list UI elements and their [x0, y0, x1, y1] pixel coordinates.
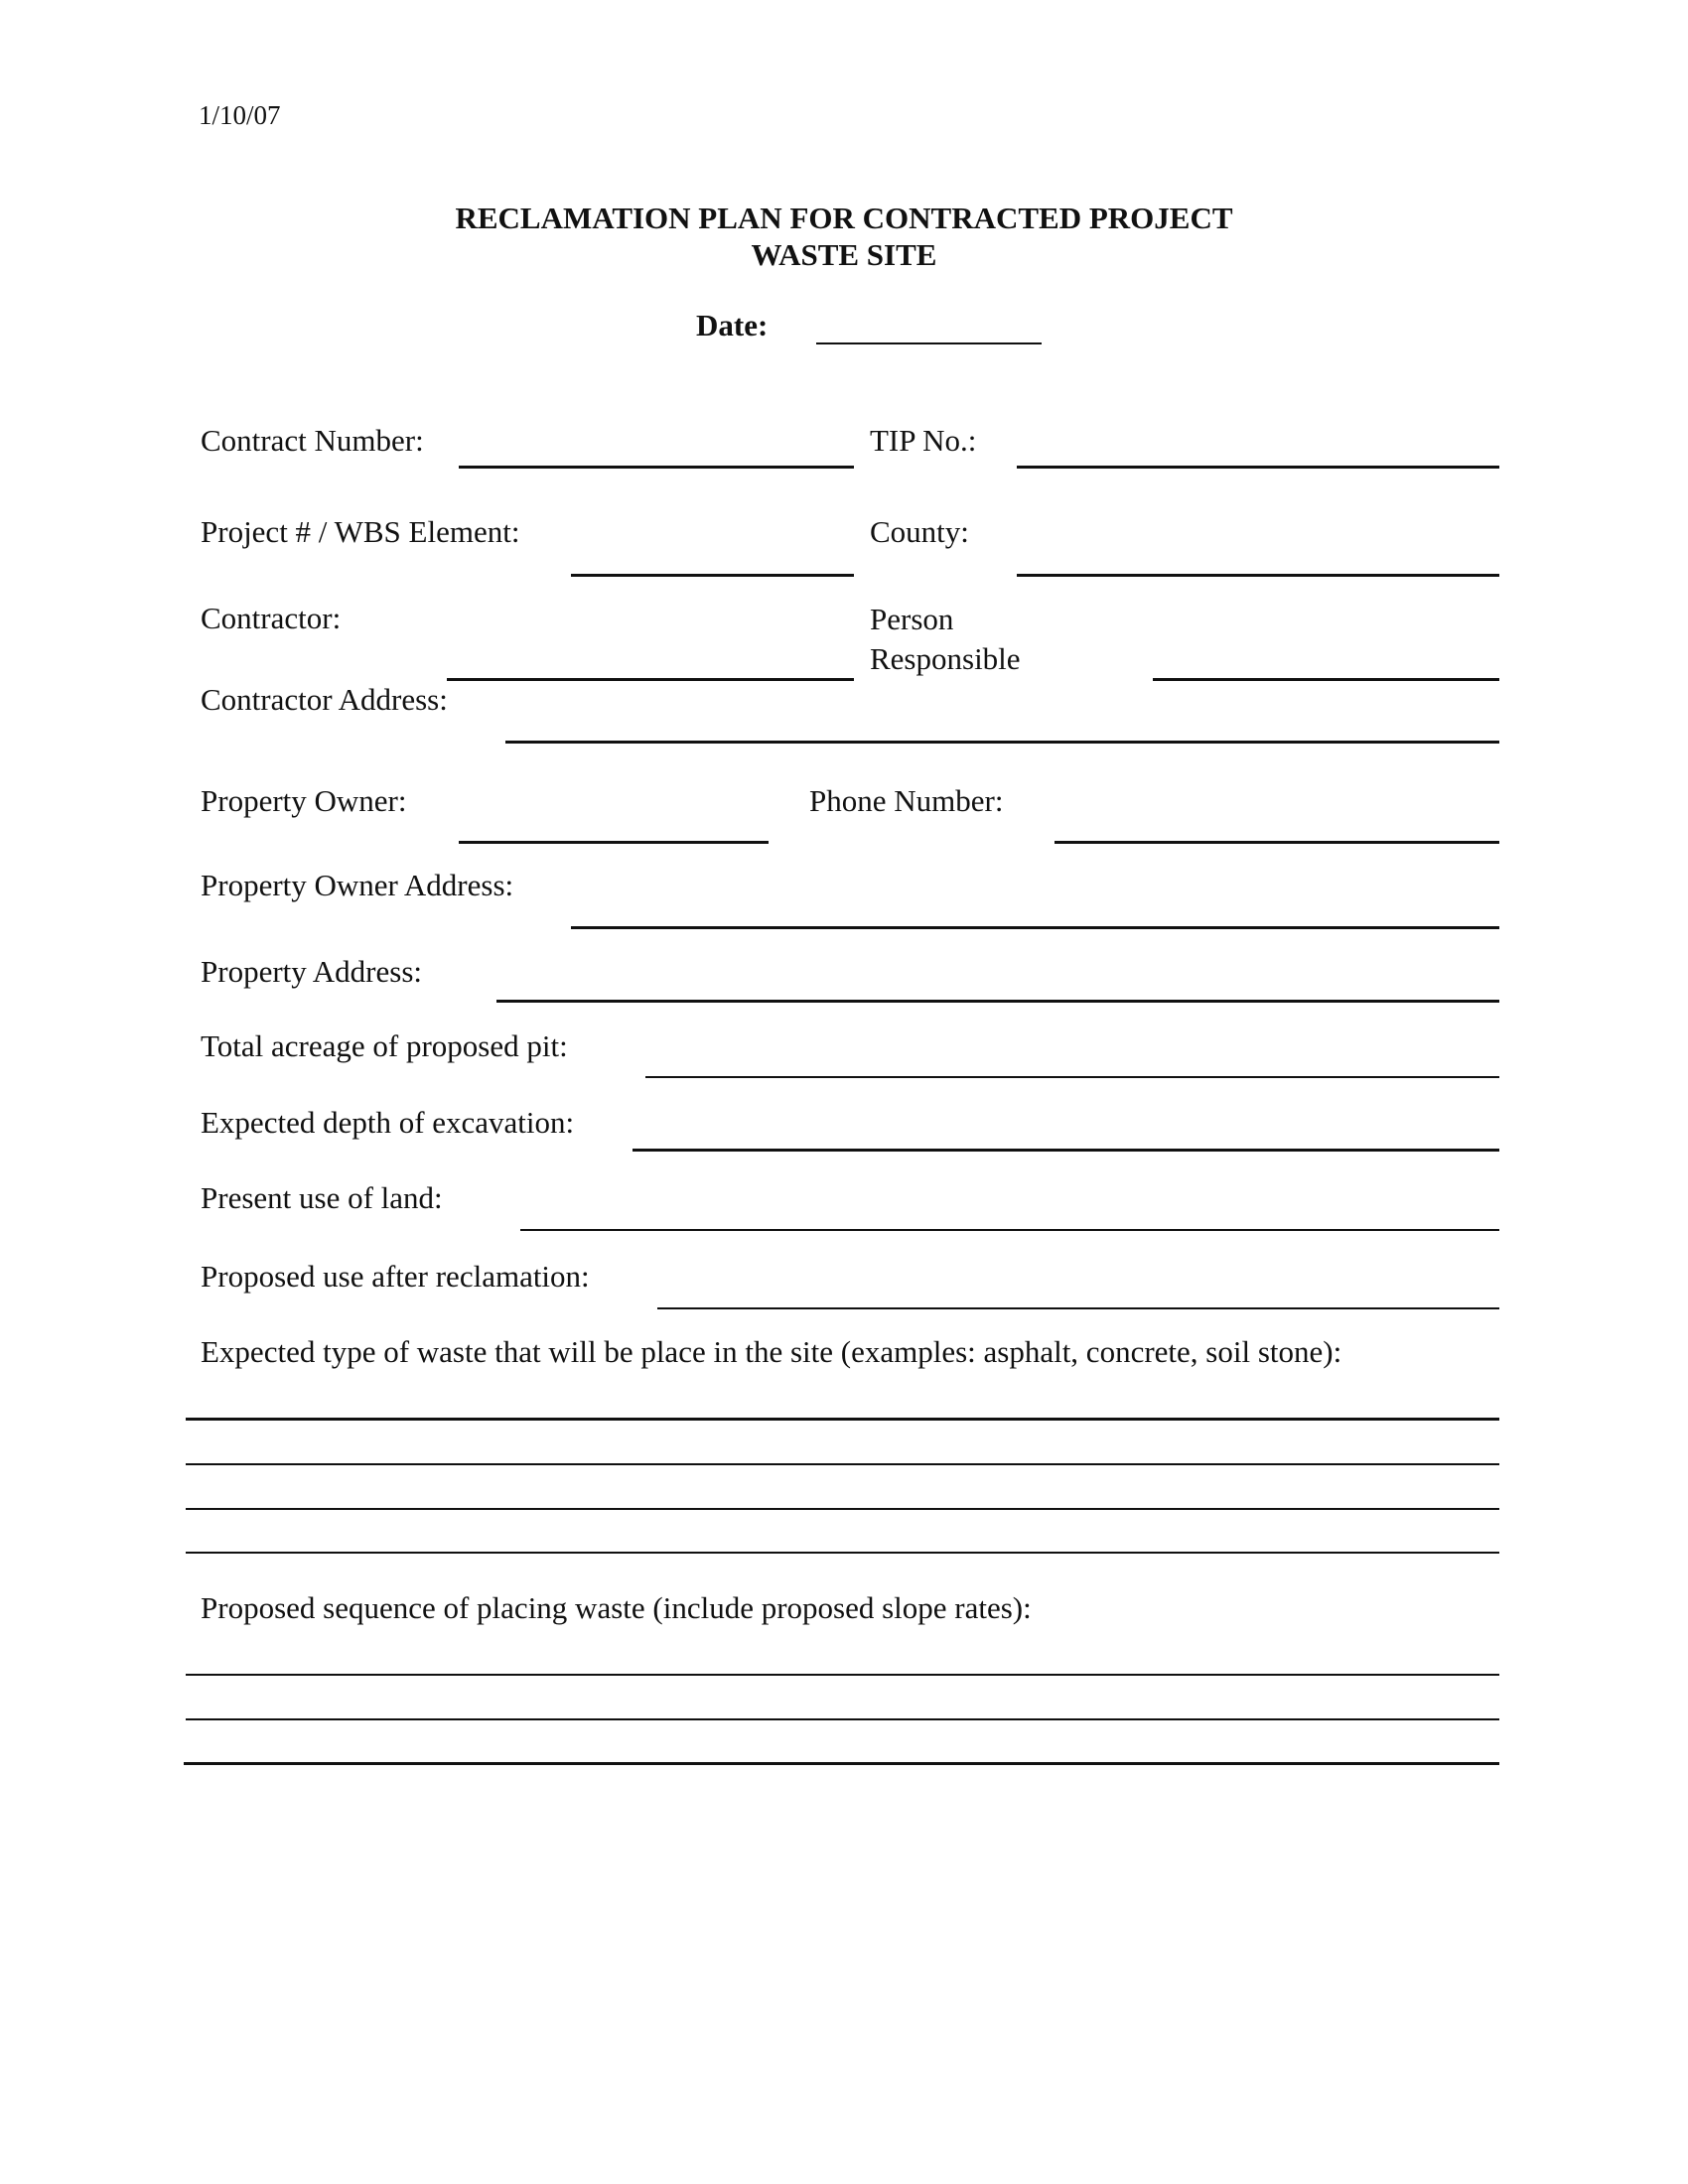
form-revision-date: 1/10/07 — [199, 100, 281, 130]
property-owner-address-field[interactable] — [571, 926, 1499, 929]
property-address-label: Property Address: — [201, 954, 423, 989]
proposed-use-label: Proposed use after reclamation: — [201, 1259, 590, 1294]
present-use-field[interactable] — [520, 1229, 1499, 1231]
waste-type-line-2[interactable] — [186, 1463, 1499, 1465]
person-responsible-label-line1: Person — [870, 602, 954, 636]
contractor-address-label: Contractor Address: — [201, 682, 448, 717]
waste-type-line-1[interactable] — [186, 1418, 1499, 1421]
county-label: County: — [870, 514, 969, 549]
phone-number-field[interactable] — [1055, 841, 1499, 844]
contractor-field[interactable] — [447, 678, 854, 681]
person-responsible-label-line2: Responsible — [870, 641, 1021, 676]
present-use-label: Present use of land: — [201, 1180, 443, 1215]
waste-type-line-3[interactable] — [186, 1508, 1499, 1510]
expected-depth-label: Expected depth of excavation: — [201, 1105, 575, 1140]
property-owner-field[interactable] — [459, 841, 769, 844]
sequence-line-1[interactable] — [186, 1674, 1499, 1676]
contractor-address-field[interactable] — [505, 741, 1499, 744]
tip-no-field[interactable] — [1017, 466, 1499, 469]
total-acreage-field[interactable] — [645, 1076, 1499, 1078]
sequence-label: Proposed sequence of placing waste (include proposed slope rates): — [201, 1590, 1032, 1625]
project-wbs-field[interactable] — [571, 574, 854, 577]
person-responsible-field[interactable] — [1153, 678, 1499, 681]
sequence-line-2[interactable] — [186, 1718, 1499, 1720]
contract-number-field[interactable] — [459, 466, 854, 469]
waste-type-line-4[interactable] — [186, 1552, 1499, 1554]
county-field[interactable] — [1017, 574, 1499, 577]
contractor-label: Contractor: — [201, 601, 342, 635]
phone-number-label: Phone Number: — [809, 783, 1004, 818]
form-title: RECLAMATION PLAN FOR CONTRACTED PROJECT — [455, 201, 1233, 235]
form-subtitle: WASTE SITE — [751, 237, 937, 272]
proposed-use-field[interactable] — [657, 1307, 1499, 1309]
date-label: Date: — [696, 308, 769, 342]
property-owner-label: Property Owner: — [201, 783, 407, 818]
waste-type-label: Expected type of waste that will be place in the site (examples: asphalt, concrete, soil stone): — [201, 1334, 1342, 1369]
total-acreage-label: Total acreage of proposed pit: — [201, 1028, 568, 1063]
contract-number-label: Contract Number: — [201, 423, 424, 458]
date-field[interactable] — [816, 342, 1042, 344]
tip-no-label: TIP No.: — [870, 423, 977, 458]
property-address-field[interactable] — [496, 1000, 1499, 1003]
sequence-line-3[interactable] — [184, 1762, 1499, 1765]
expected-depth-field[interactable] — [633, 1149, 1499, 1152]
project-wbs-label: Project # / WBS Element: — [201, 514, 520, 549]
property-owner-address-label: Property Owner Address: — [201, 868, 514, 902]
